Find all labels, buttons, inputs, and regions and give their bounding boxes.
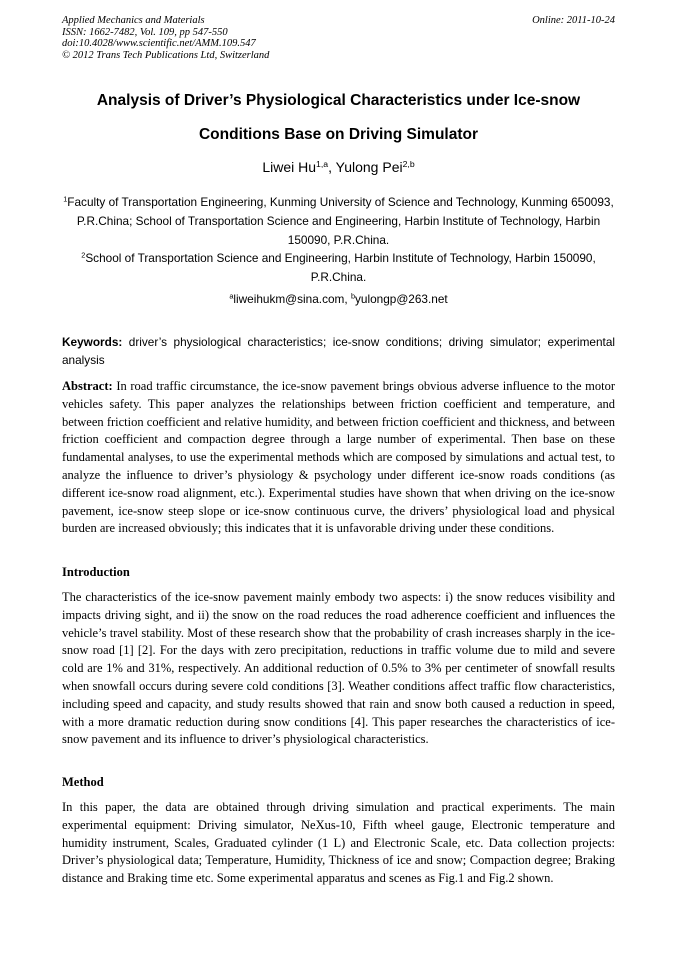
paper-title-line-2: Conditions Base on Driving Simulator: [198, 126, 479, 143]
author-list: [62, 159, 615, 175]
keywords-text: driver’s physiological characteristics; ice-snow conditions; driving simulator; experimental analysis: [62, 335, 615, 367]
email-a[interactable]: liweihukm@sina.com: [233, 292, 345, 306]
author-2-affiliation-mark: 2,b: [402, 158, 415, 169]
email-separator: ,: [344, 292, 351, 306]
email-b[interactable]: yulongp@263.net: [355, 292, 448, 306]
abstract-text: In road traffic circumstance, the ice-snow pavement brings obvious adverse influence to the motor vehicles safety. This paper analyzes the relationships between friction coefficient and temperature, and between friction coefficient and relative humidity, and between friction coefficient and thickness, and between friction coefficient and compaction degree through a large number of experimental. Then base on these fundamental analyses, to use the experimental methods which are composed by simulations and actual test, to analyze the influence to driver’s physiology & psychology under different ice-snow roads conditions (as different ice-snow road alignment, etc.). Experimental studies have shown that when driving on the ice-snow pavement, ice-snow steep slope or ice-snow continuous curve, the drivers’ physiological load and physical burden are increased obviously; this indicates that it is unfavorable driving under these conditions.: [62, 379, 615, 536]
paper-title-line-1: Analysis of Driver’s Physiological Characteristics under Ice-snow: [96, 92, 581, 109]
introduction-heading: Introduction: [62, 565, 130, 579]
method-heading: Method: [62, 775, 104, 789]
doi-line: doi:10.4028/www.scientific.net/AMM.109.547: [62, 38, 256, 49]
author-1-name: Liwei Hu: [262, 159, 317, 175]
introduction-paragraph: The characteristics of the ice-snow pavement mainly embody two aspects: i) the snow reduces visibility and impacts driving sight, and ii) the snow on the road reduces the road adherence coefficient and influences the vehicle’s travel stability. Most of these research show that the probability of crash increases sharply in the ice-snow road [1] [2]. For the days with zero precipitation, reductions in traffic volume due to mild and severe cold are 1% and 31%, respectively. An additional reduction of 0.5% to 3% per centimeter of snowfall results when snowfall occurs during severe cold conditions [3]. Weather conditions affect traffic flow characteristics, including speed and capacity, and study results showed that rain and snow both caused a reduction in speed, with a more dramatic reduction during snow conditions [4]. This paper researches the characteristics of ice-snow pavement and its influence to driver’s physiological characteristics.: [62, 590, 615, 747]
online-date: Online: 2011-10-24: [532, 15, 615, 26]
affiliation-2-mark: 2: [81, 250, 86, 260]
issn-line: ISSN: 1662-7482, Vol. 109, pp 547-550: [62, 26, 228, 38]
journal-name: Applied Mechanics and Materials: [62, 15, 205, 26]
method-paragraph: In this paper, the data are obtained through driving simulation and practical experiments. The main experimental equipment: Driving simulator, NeXus-10, Fifth wheel gauge, Electronic temperature and humidity instrument, Scales, Graduated cylinder (1 L) and Electronic Scale, etc. Data collection projects: Driver’s physiological data; Temperature, Humidity, Thickness of ice and snow; Compaction degree; Braking distance and Braking time etc. Some experimental apparatus and scenes as Fig.1 and Fig.2 shown.: [62, 800, 615, 886]
affiliation-1: [62, 193, 615, 250]
journal-header: [62, 15, 615, 61]
affiliation-1-text: Faculty of Transportation Engineering, Kunming University of Science and Technology, Kunming 650093, P.R.China; School of Transportation Science and Engineering, Harbin Institute of Technology, Harbin 150090, P.R.China.: [67, 195, 614, 247]
email-b-mark: b: [350, 291, 355, 301]
author-1-affiliation-mark: 1,a: [316, 158, 329, 169]
email-a-mark: a: [229, 291, 234, 301]
copyright-line: © 2012 Trans Tech Publications Ltd, Switzerland: [62, 49, 270, 61]
keywords-label: Keywords:: [62, 335, 123, 349]
abstract-label: Abstract:: [62, 379, 113, 393]
affiliation-2-text: School of Transportation Science and Engineering, Harbin Institute of Technology, Harbin 150090, P.R.China.: [85, 251, 596, 284]
author-2-name: Yulong Pei: [335, 159, 403, 175]
email-line: [62, 290, 615, 309]
affiliation-2: [62, 249, 615, 287]
abstract-paragraph: [62, 378, 615, 538]
author-separator: ,: [328, 159, 336, 175]
keywords-paragraph: [62, 333, 615, 369]
affiliation-1-mark: 1: [63, 194, 68, 204]
